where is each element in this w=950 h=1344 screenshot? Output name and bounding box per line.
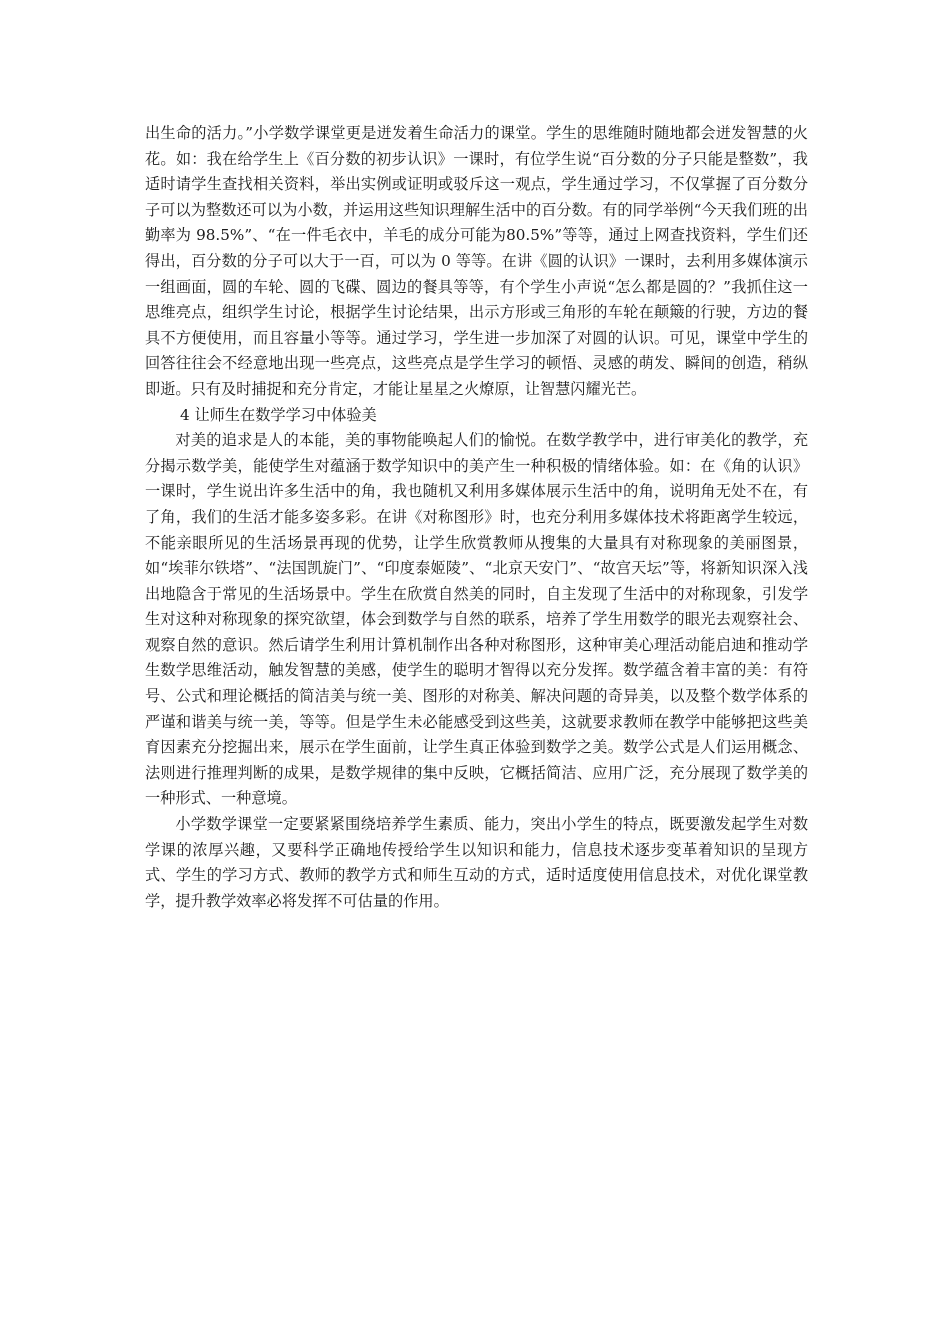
section-heading-beauty: 4 让师生在数学学习中体验美	[179, 405, 377, 424]
paragraph-conclusion: 小学数学课堂一定要紧紧围绕培养学生素质、能力，突出小学生的特点，既要激发起学生对数学课的浓厚兴趣，又要科学正确地传授给学生以知识和能力，信息技术逐步变革着知识的呈现方式、学生的学习方式、教师的教学方式和师生互动的方式，适时适度使用信息技术，对优化课堂教学，提升教学效率必将发挥不可估量的作用。	[145, 815, 808, 910]
paragraph-growth-sparks: 出生命的活力。”小学数学课堂更是迸发着生命活力的课堂。学生的思维随时随地都会迸发智慧的火花。如：我在给学生上《百分数的初步认识》一课时，有位学生说“百分数的分子只能是整数”，我适时请学生查找相关资料，举出实例或证明或驳斥这一观点，学生通过学习，不仅掌握了百分数分子可以为整数还可以为小数，并运用这些知识理解生活中的百分数。有的同学举例“今天我们班的出勤率为 98.5%”、“在一件毛衣中，羊毛的成分可能为80.5%”等等，通过上网查找资料，学生们还得出，百分数的分子可以大于一百，可以为 0 等等。在讲《圆的认识》一课时，去利用多媒体演示一组画面，圆的车轮、圆的飞碟、圆边的餐具等等，有个学生小声说“怎么都是圆的？”我抓住这一思维亮点，组织学生讨论，根据学生讨论结果，出示方形或三角形的车轮在颠簸的行驶，方边的餐具不方便使用，而且容量小等等。通过学习，学生进一步加深了对圆的认识。可见，课堂中学生的回答往往会不经意地出现一些亮点，这些亮点是学生学习的顿悟、灵感的萌发、瞬间的创造，稍纵即逝。只有及时捕捉和充分肯定，才能让星星之火燎原，让智慧闪耀光芒。	[145, 124, 808, 398]
document-body	[145, 121, 808, 914]
paragraph-math-beauty: 对美的追求是人的本能，美的事物能唤起人们的愉悦。在数学教学中，进行审美化的教学，充分揭示数学美，能使学生对蕴涵于数学知识中的美产生一种积极的情绪体验。如：在《角的认识》一课时，学生说出许多生活中的角，我也随机又利用多媒体展示生活中的角，说明角无处不在，有了角，我们的生活才能多姿多彩。在讲《对称图形》时，也充分利用多媒体技术将距离学生较远，不能亲眼所见的生活场景再现的优势，让学生欣赏教师从搜集的大量具有对称现象的美丽图景，如“埃菲尔铁塔”、“法国凯旋门”、“印度泰姬陵”、“北京天安门”、“故宫天坛”等，将新知识深入浅出地隐含于常见的生活场景中。学生在欣赏自然美的同时，自主发现了生活中的对称现象，引发学生对这种对称现象的探究欲望，体会到数学与自然的联系，培养了学生用数学的眼光去观察社会、观察自然的意识。然后请学生利用计算机制作出各种对称图形，这种审美心理活动能启迪和推动学生数学思维活动，触发智慧的美感，使学生的聪明才智得以充分发挥。数学蕴含着丰富的美：有符号、公式和理论概括的简洁美与统一美、图形的对称美、解决问题的奇异美，以及整个数学体系的严谨和谐美与统一美，等等。但是学生未必能感受到这些美，这就要求教师在教学中能够把这些美育因素充分挖掘出来，展示在学生面前，让学生真正体验到数学之美。数学公式是人们运用概念、法则进行推理判断的成果，是数学规律的集中反映，它概括简洁、应用广泛，充分展现了数学美的一种形式、一种意境。	[145, 431, 808, 808]
